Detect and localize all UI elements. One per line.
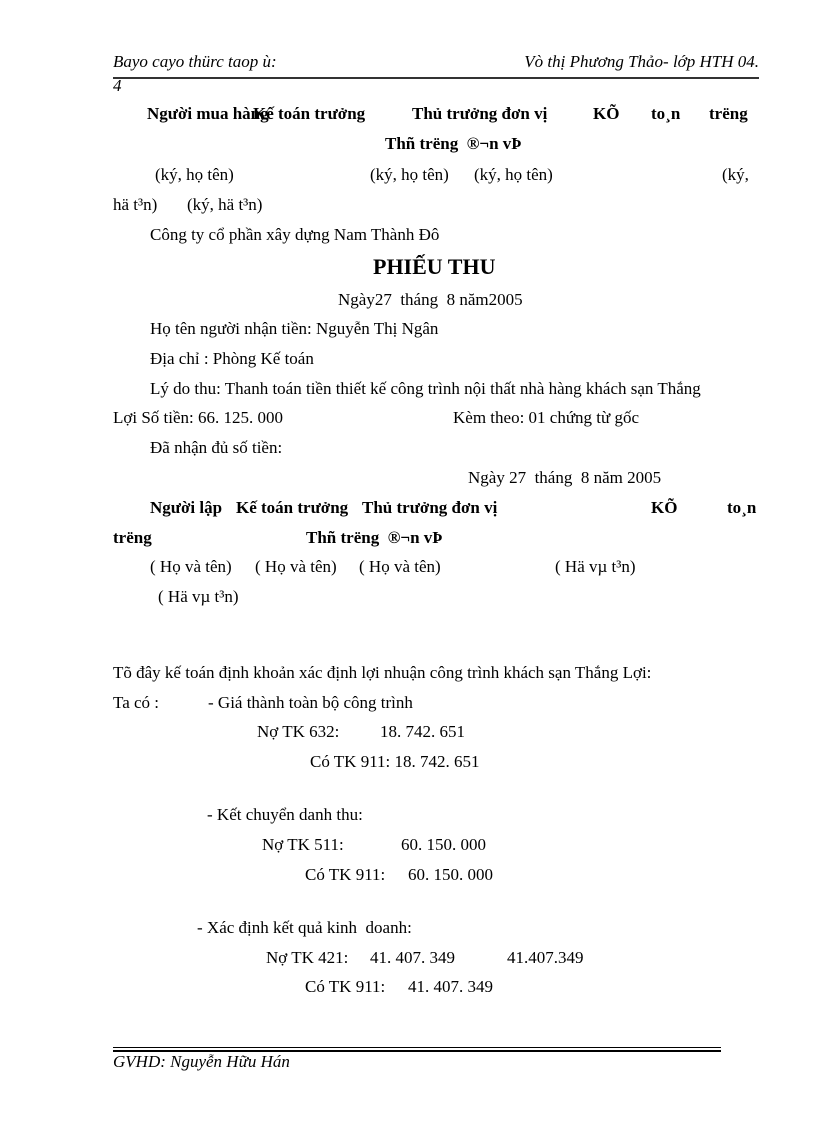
sig-note: hä t³n) (113, 195, 158, 214)
entries-intro: Tõ đây kế toán định khoản xác định lợi nhuận công trình khách sạn Thắng Lợi: (113, 663, 652, 682)
sig-title: trëng (709, 104, 748, 123)
address: Địa chỉ : Phòng Kế toán (150, 349, 314, 368)
sig-note: (ký, họ tên) (474, 165, 553, 184)
debit-value: 60. 150. 000 (401, 835, 486, 854)
sig-title: KÕ (651, 498, 678, 517)
receipt-date: Ngày27 tháng 8 năm2005 (338, 290, 523, 309)
header-wrap: 4 (113, 76, 122, 95)
sig-title: Người lập (150, 498, 223, 517)
sig-title: to¸n (651, 104, 681, 123)
sig-title: Thủ trưởng đơn vị (362, 498, 498, 517)
entry-label: - Kết chuyển danh thu: (207, 805, 363, 824)
sig-title: Thñ trëng ®¬n vÞ (385, 134, 522, 153)
sig-note: ( Họ và tên) (359, 557, 441, 576)
sig-title: Thủ trưởng đơn vị (412, 104, 548, 123)
footer-rule (113, 1047, 721, 1048)
debit-extra: 41.407.349 (507, 948, 584, 967)
sig-title: trëng (113, 528, 152, 547)
reason: Lý do thu: Thanh toán tiền thiết kế công trình nội thất nhà hàng khách sạn Thắng (150, 379, 701, 398)
sig-note: ( Họ và tên) (150, 557, 232, 576)
credit-value: 60. 150. 000 (408, 865, 493, 884)
entry-label: - Xác định kết quả kinh doanh: (197, 918, 412, 937)
sig-note: (ký, họ tên) (155, 165, 234, 184)
sig-note: (ký, hä t³n) (187, 195, 263, 214)
debit-account: Nợ TK 421: (266, 948, 349, 967)
debit-value: 18. 742. 651 (380, 722, 465, 741)
header-rule (113, 77, 759, 79)
received: Đã nhận đủ số tiền: (150, 438, 283, 457)
header-right: Vò thị Phương Thảo- lớp HTH 04. (524, 52, 759, 71)
sig-title: to¸n (727, 498, 757, 517)
credit-account: Có TK 911: 18. 742. 651 (310, 752, 480, 771)
credit-value: 41. 407. 349 (408, 977, 493, 996)
footer-advisor: GVHD: Nguyễn Hữu Hán (113, 1052, 290, 1071)
header-left: Bayo cayo thürc taop ù: (113, 52, 277, 71)
receipt-title: PHIẾU THU (373, 254, 496, 279)
debit-account: Nợ TK 511: (262, 835, 344, 854)
sig-note: (ký, họ tên) (370, 165, 449, 184)
sig-note: ( Hä vµ t³n) (158, 587, 239, 606)
credit-account: Có TK 911: (305, 977, 386, 996)
running-header (113, 52, 759, 72)
sig-title: Kế toán trưởng (236, 498, 349, 517)
entry-label: - Giá thành toàn bộ công trình (208, 693, 413, 712)
sig-title: KÕ (593, 104, 620, 123)
sig-note: ( Họ và tên) (255, 557, 337, 576)
sig-note: (ký, (722, 165, 749, 184)
amount: Lợi Số tiền: 66. 125. 000 (113, 408, 284, 427)
receiver: Họ tên người nhận tiền: Nguyễn Thị Ngân (150, 319, 439, 338)
ta-co: Ta có : (113, 693, 160, 712)
attachments: Kèm theo: 01 chứng từ gốc (453, 408, 640, 427)
sig-title: Kế toán trưởng (253, 104, 366, 123)
sign-date: Ngày 27 tháng 8 năm 2005 (468, 468, 662, 487)
sig-title: Thñ trëng ®¬n vÞ (306, 528, 443, 547)
sig-note: ( Hä vµ t³n) (555, 557, 636, 576)
company-name: Công ty cổ phần xây dựng Nam Thành Đô (150, 225, 440, 244)
sig-title: Người mua hàng (147, 104, 269, 123)
debit-account: Nợ TK 632: (257, 722, 340, 741)
credit-account: Có TK 911: (305, 865, 386, 884)
debit-value: 41. 407. 349 (370, 948, 455, 967)
